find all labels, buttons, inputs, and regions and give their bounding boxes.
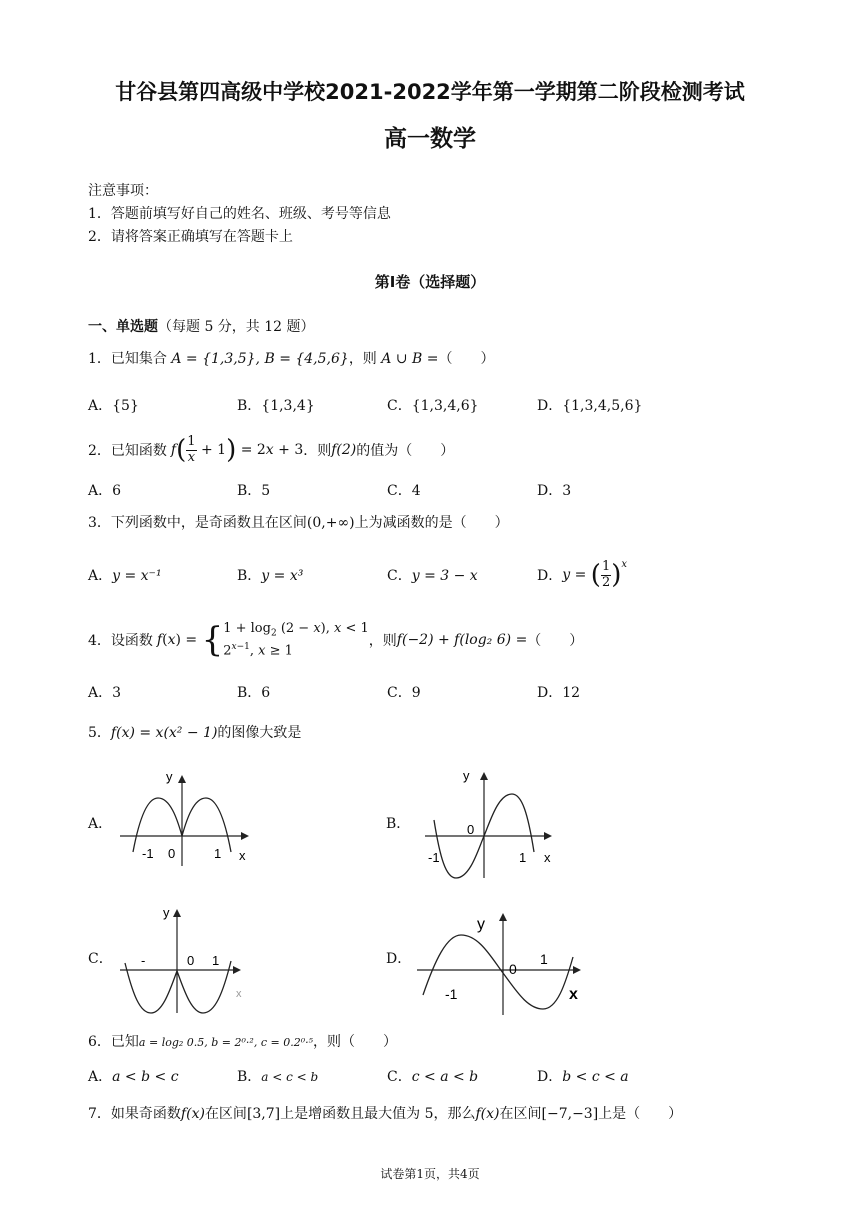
tick-label: -1: [142, 846, 154, 861]
tick-label: 1: [212, 953, 220, 968]
graph-b: [420, 768, 560, 883]
graph-c: [115, 905, 255, 1020]
page-footer: 试卷第1页，共4页: [380, 1167, 480, 1181]
q5-option-d-label: D．: [386, 951, 412, 967]
q6-option-c: C．c < a < b: [387, 1069, 479, 1085]
q6-option-d: D．b < c < a: [537, 1069, 629, 1085]
exam-title: 甘谷县第四高级中学校2021-2022学年第一学期第二阶段检测考试: [115, 80, 745, 104]
q2-option-c: C．4: [387, 483, 421, 499]
tick-label: -1: [428, 850, 440, 865]
q6-option-b: B．a < c < b: [237, 1069, 319, 1085]
question-4: 4． 设函数 f ( x ) = { $1 + \log_2 (2 - x)$, x < 1 $2^{x-1}$, x ≥ 1 ，则 f(−2) + f(log₂ 6) = （ ）: [88, 620, 584, 660]
note-item-1: 1．答题前填写好自己的姓名、班级、考号等信息: [88, 206, 391, 222]
question-6: 6．已知a = log₂ 0.5, b = 2⁰·², c = 0.2⁰·⁵，则（ ）: [88, 1034, 398, 1050]
q3-option-d: D． y = ( 1 2 ) x: [537, 558, 628, 590]
q2-option-a: A．6: [88, 483, 122, 499]
question-5: 5．f(x) = x(x² − 1)的图像大致是: [88, 725, 302, 741]
axis-label-x: x: [544, 850, 551, 865]
tick-label: 1: [540, 951, 548, 967]
origin-label: 0: [509, 961, 517, 977]
q2-option-b: B．5: [237, 483, 271, 499]
graph-a: [115, 768, 255, 868]
graph-d: [415, 905, 590, 1017]
axis-label-x: x: [569, 986, 578, 1003]
axis-label-x: x: [239, 848, 246, 863]
axis-label-y: y: [463, 768, 470, 783]
q1-option-c: C．{1,3,4,6}: [387, 398, 479, 414]
origin-label: 0: [187, 953, 195, 968]
part-heading: 一、单选题（每题 5 分，共 12 题）: [88, 319, 315, 335]
q6-option-a: A．a < b < c: [88, 1069, 179, 1085]
origin-label: 0: [467, 822, 475, 837]
q5-option-a-label: A．: [88, 816, 113, 832]
q1-option-d: D．{1,3,4,5,6}: [537, 398, 643, 414]
notes-heading: 注意事项：: [88, 183, 158, 199]
axis-label-y: y: [163, 905, 170, 920]
q1-option-b: B．{1,3,4}: [237, 398, 315, 414]
q5-option-c-label: C．: [88, 951, 113, 967]
q4-option-d: D．12: [537, 685, 581, 701]
origin-label: 0: [168, 846, 176, 861]
tick-label: 1: [519, 850, 527, 865]
tick-label: -: [141, 953, 146, 968]
axis-label-x: x: [236, 988, 242, 1000]
axis-label-y: y: [477, 916, 485, 933]
q4-option-c: C．9: [387, 685, 421, 701]
question-3: 3．下列函数中，是奇函数且在区间(0,+∞)上为减函数的是（ ）: [88, 515, 509, 531]
q3-option-c: C．y = 3 − x: [387, 568, 478, 584]
question-2: 2． 已知函数 f ( 1 x + 1 ) = 2x + 3 ．则 f(2) 的值为（ ）: [88, 433, 455, 465]
note-item-2: 2．请将答案正确填写在答题卡上: [88, 229, 293, 245]
q2-option-d: D．3: [537, 483, 572, 499]
q3-option-b: B．y = x³: [237, 568, 304, 584]
exam-subject: 高一数学: [384, 126, 476, 152]
q3-option-a: A．y = x⁻¹: [88, 568, 162, 584]
q4-option-a: A．3: [88, 685, 122, 701]
q5-option-b-label: B．: [386, 816, 411, 832]
tick-label: 1: [214, 846, 222, 861]
axis-label-y: y: [166, 769, 173, 784]
question-7: 7．如果奇函数f(x)在区间[3,7]上是增函数且最大值为 5，那么f(x)在区间[−7,−3]上是（ ）: [88, 1106, 683, 1122]
q4-option-b: B．6: [237, 685, 271, 701]
question-1: 1．已知集合 A = {1,3,5}, B = {4,5,6}，则 A ∪ B =（ ）: [88, 351, 495, 367]
tick-label: -1: [445, 986, 458, 1002]
q1-option-a: A．{5}: [88, 398, 139, 414]
section-title: 第Ⅰ卷（选择题）: [374, 273, 486, 291]
